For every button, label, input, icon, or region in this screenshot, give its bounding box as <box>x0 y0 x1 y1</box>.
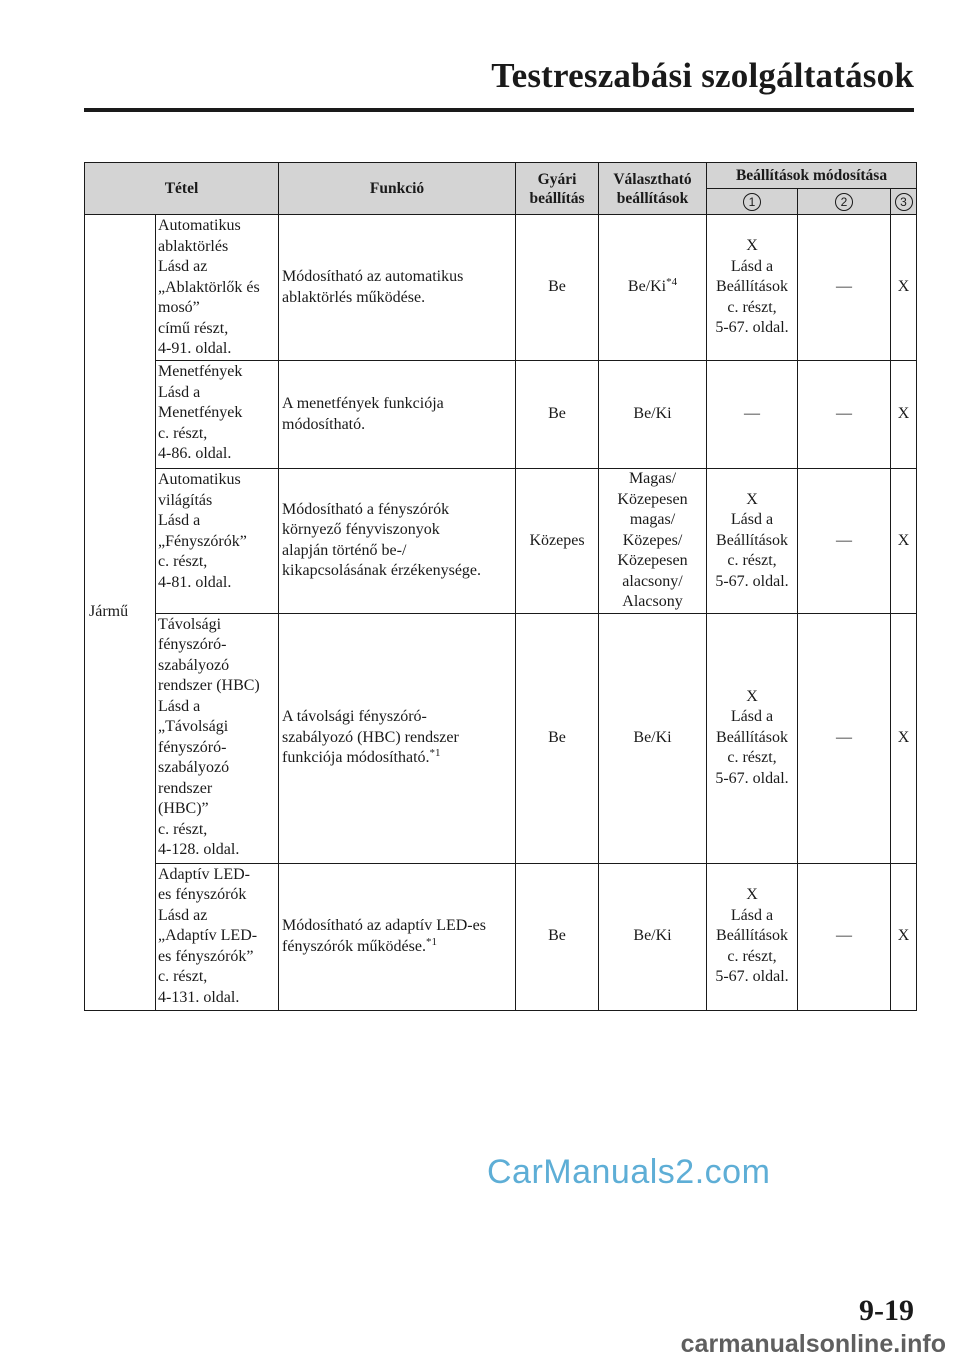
item-line: 4-128. oldal. <box>158 841 240 858</box>
header-factory-setting <box>516 163 599 215</box>
header-options-line-1: Választható <box>613 170 692 188</box>
header-method-1 <box>707 189 798 215</box>
method-1-line: Lásd a <box>730 511 774 528</box>
circled-number-2-icon: 2 <box>835 193 853 211</box>
method-1-line: c. részt, <box>727 298 777 316</box>
function-cell <box>279 361 516 469</box>
option-line: Be/Ki <box>633 927 672 945</box>
item-line: Lásd a <box>158 383 201 401</box>
method-1-line: Beállítások <box>716 531 788 549</box>
item-cell <box>156 361 279 469</box>
method-3-cell: X <box>891 613 917 863</box>
item-line: rendszer (HBC) <box>158 677 260 694</box>
header-selectable-settings <box>599 163 707 215</box>
header-item: Tétel <box>85 163 279 215</box>
function-cell <box>279 613 516 863</box>
function-line: A menetfények funkciója <box>282 395 444 412</box>
method-2-cell: — <box>798 215 891 361</box>
function-line: Módosítható a fényszórók <box>282 500 450 518</box>
selectable-settings-cell <box>599 613 707 863</box>
function-cell <box>279 863 516 1010</box>
selectable-settings-cell <box>599 863 707 1010</box>
header-method-2 <box>798 189 891 215</box>
method-1-line: 5-67. oldal. <box>715 968 789 986</box>
item-cell <box>156 863 279 1010</box>
function-cell <box>279 469 516 614</box>
method-1-line: c. részt, <box>727 749 777 767</box>
item-line: Lásd az <box>158 906 208 924</box>
method-1-cell <box>707 361 798 469</box>
table-row <box>85 613 917 863</box>
item-line: rendszer <box>158 779 213 797</box>
item-line: es fényszórók” <box>158 947 254 965</box>
footer-site: carmanualsonline.info <box>680 1330 946 1358</box>
item-cell <box>156 215 279 361</box>
function-line: Módosítható az adaptív LED-es <box>282 917 486 934</box>
function-cell <box>279 215 516 361</box>
selectable-settings-cell <box>599 215 707 361</box>
item-line: fényszóró- <box>158 738 227 756</box>
table-row <box>85 469 917 614</box>
method-1-line: c. részt, <box>727 947 777 965</box>
method-2-cell: — <box>798 613 891 863</box>
option-line: Közepes/ <box>622 531 683 549</box>
header-options-line-2: beállítások <box>616 189 689 207</box>
item-line: „Adaptív LED- <box>158 927 258 944</box>
circled-number-1-icon: 1 <box>743 193 761 211</box>
function-line: Módosítható az automatikus <box>282 268 464 285</box>
item-line: 4-131. oldal. <box>158 988 240 1006</box>
method-2-cell: — <box>798 361 891 469</box>
method-1-line: Lásd a <box>730 906 774 924</box>
item-cell <box>156 613 279 863</box>
item-line: „Távolsági <box>158 718 229 735</box>
page-number: 9-19 <box>859 1294 914 1327</box>
item-line: c. részt, <box>158 424 208 442</box>
selectable-settings-cell <box>599 361 707 469</box>
item-line: szabályozó <box>158 759 230 776</box>
item-line: „Ablaktörlők és <box>158 278 260 296</box>
factory-setting-cell: Be <box>516 863 599 1010</box>
item-line: szabályozó <box>158 656 230 674</box>
item-line: világítás <box>158 491 213 509</box>
method-1-line: 5-67. oldal. <box>715 319 789 337</box>
table-row <box>85 215 917 361</box>
method-1-line: X <box>746 687 758 705</box>
method-1-line: 5-67. oldal. <box>715 572 789 590</box>
header-function: Funkció <box>279 163 516 215</box>
method-2-cell: — <box>798 469 891 614</box>
function-line: ablaktörlés működése. <box>282 288 426 306</box>
function-line: kikapcsolásának érzékenysége. <box>282 562 482 580</box>
settings-table <box>84 162 917 1011</box>
item-line: es fényszórók <box>158 886 247 903</box>
page-title: Testreszabási szolgáltatások <box>491 56 914 95</box>
option-line: Közepesen <box>617 552 688 569</box>
item-line: Menetfények <box>158 363 243 380</box>
method-3-cell: X <box>891 215 917 361</box>
function-line: módosítható. <box>282 415 366 433</box>
function-line: alapján történő be-/ <box>282 541 407 559</box>
function-line: szabályozó (HBC) rendszer <box>282 728 459 746</box>
method-1-line: — <box>744 405 761 423</box>
item-line: c. részt, <box>158 968 208 985</box>
method-3-cell: X <box>891 361 917 469</box>
function-line: funkciója módosítható. <box>282 749 430 767</box>
header-method-3 <box>891 189 917 215</box>
method-1-cell <box>707 863 798 1010</box>
method-1-cell <box>707 613 798 863</box>
header-factory-line-1: Gyári <box>537 170 577 188</box>
title-rule <box>84 108 914 112</box>
factory-setting-cell: Közepes <box>516 469 599 614</box>
item-line: Távolsági <box>158 615 222 633</box>
method-1-line: Lásd a <box>730 708 774 726</box>
item-cell <box>156 469 279 614</box>
item-line: ablaktörlés <box>158 237 229 255</box>
option-line: Be/Ki <box>633 728 672 746</box>
item-line: „Fényszórók” <box>158 532 247 550</box>
watermark: CarManuals2.com <box>487 1153 771 1191</box>
method-1-line: Lásd a <box>730 257 774 275</box>
item-line: mosó” <box>158 299 200 316</box>
header-factory-line-2: beállítás <box>529 189 585 207</box>
item-line: (HBC)” <box>158 800 209 817</box>
footnote-marker: *4 <box>666 276 678 289</box>
option-line: Be/Ki <box>627 278 667 296</box>
item-line: Lásd az <box>158 258 208 275</box>
table-row <box>85 361 917 469</box>
function-line: környező fényviszonyok <box>282 521 440 539</box>
factory-setting-cell: Be <box>516 613 599 863</box>
selectable-settings-cell <box>599 469 707 614</box>
item-line: Adaptív LED- <box>158 865 250 883</box>
factory-setting-cell: Be <box>516 361 599 469</box>
item-line: 4-81. oldal. <box>158 573 232 591</box>
circled-number-3-icon: 3 <box>895 193 913 211</box>
header-setting-change: Beállítások módosítása <box>707 163 917 189</box>
item-line: 4-86. oldal. <box>158 445 232 462</box>
item-line: fényszóró- <box>158 636 227 653</box>
footnote-marker: *1 <box>429 747 441 760</box>
function-line: A távolsági fényszóró- <box>282 708 427 726</box>
item-line: Menetfények <box>158 404 243 421</box>
method-1-line: X <box>746 490 758 508</box>
option-line: magas/ <box>629 511 676 528</box>
method-2-cell: — <box>798 863 891 1010</box>
item-line: c. részt, <box>158 553 208 570</box>
item-line: Automatikus <box>158 471 241 488</box>
method-1-line: X <box>746 886 758 904</box>
method-1-line: Beállítások <box>716 728 788 746</box>
method-1-line: 5-67. oldal. <box>715 769 789 787</box>
factory-setting-cell: Be <box>516 215 599 361</box>
item-line: Automatikus <box>158 217 241 234</box>
item-line: 4-91. oldal. <box>158 340 232 357</box>
item-line: Lásd a <box>158 512 201 529</box>
function-line: fényszórók működése. <box>282 937 426 955</box>
method-1-line: X <box>746 237 758 255</box>
method-1-line: Beállítások <box>716 927 788 945</box>
footnote-marker: *1 <box>425 935 437 948</box>
option-line: Alacsony <box>622 593 683 610</box>
method-3-cell: X <box>891 469 917 614</box>
method-1-cell <box>707 469 798 614</box>
option-line: Be/Ki <box>633 405 672 423</box>
method-1-cell <box>707 215 798 361</box>
option-line: Magas/ <box>628 470 677 487</box>
item-line: c. részt, <box>158 820 208 838</box>
method-1-line: Beállítások <box>716 278 788 296</box>
option-line: Közepesen <box>617 490 688 508</box>
method-1-line: c. részt, <box>727 552 777 569</box>
item-line: Lásd a <box>158 697 201 715</box>
category-cell: Jármű <box>85 215 156 1011</box>
item-line: című részt, <box>158 319 229 337</box>
table-row <box>85 863 917 1010</box>
option-line: alacsony/ <box>622 572 683 590</box>
method-3-cell: X <box>891 863 917 1010</box>
